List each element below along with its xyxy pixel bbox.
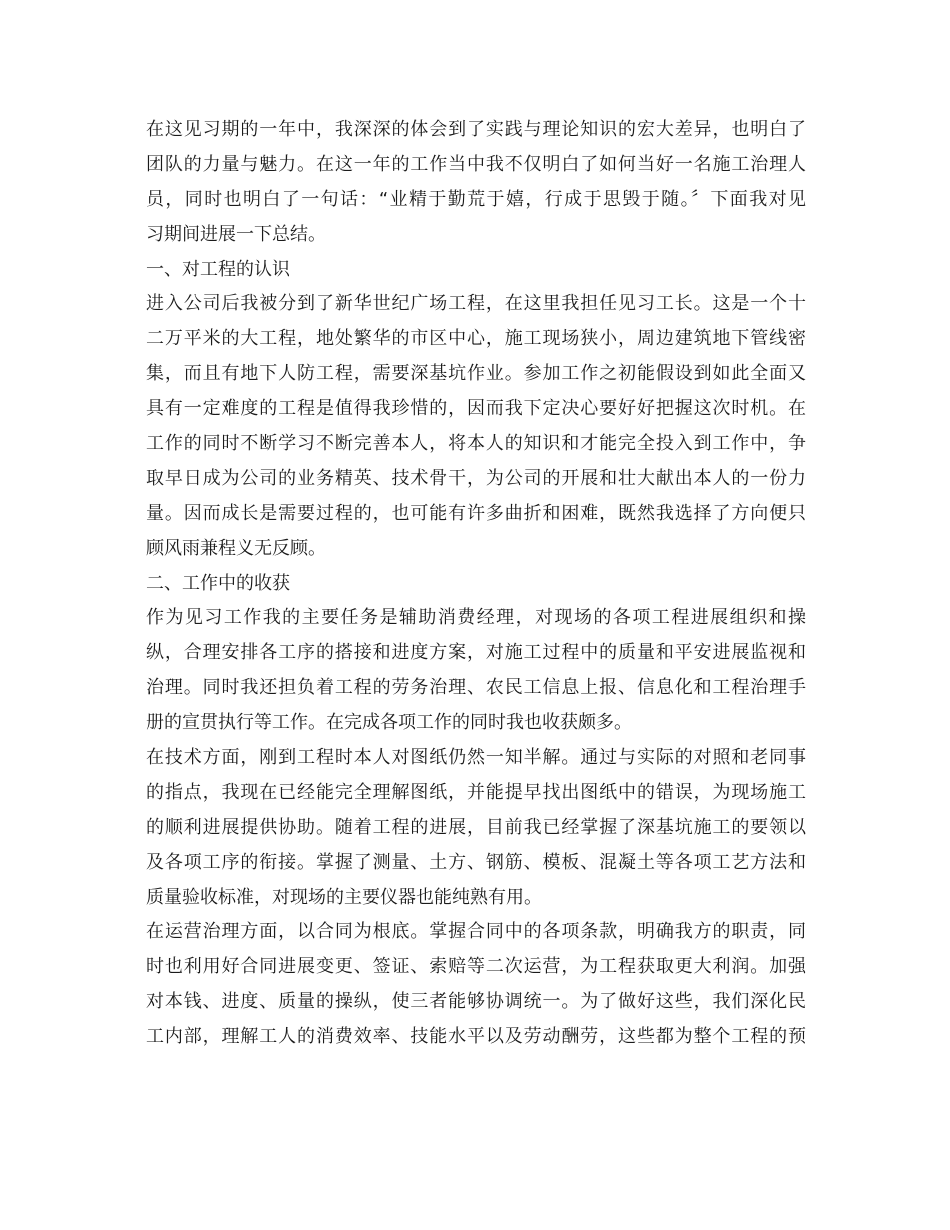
text-line: 量。因而成长是需要过程的，也可能有许多曲折和困难，既然我选择了方向便只 <box>146 502 806 524</box>
text-line: 工内部，理解工人的消费效率、技能水平以及劳动酬劳，这些都为整个工程的预 <box>146 1026 806 1048</box>
text-line: 员，同时也明白了一句话：“业精于勤荒于嬉，行成于思毁于随。〞下面我对见 <box>146 188 806 210</box>
text-line: 习期间进展一下总结。 <box>146 223 326 245</box>
text-line: 在技术方面，刚到工程时本人对图纸仍然一知半解。通过与实际的对照和老同事 <box>146 747 806 769</box>
text-line: 进入公司后我被分到了新华世纪广场工程，在这里我担任见习工长。这是一个十 <box>146 293 806 315</box>
text-line: 二万平米的大工程，地处繁华的市区中心，施工现场狭小，周边建筑地下管线密 <box>146 328 806 350</box>
text-line: 二、工作中的收获 <box>146 572 290 594</box>
text-line: 工作的同时不断学习不断完善本人，将本人的知识和才能完全投入到工作中，争 <box>146 433 806 455</box>
text-line: 在这见习期的一年中，我深深的体会到了实践与理论知识的宏大差异，也明白了 <box>146 119 806 140</box>
text-line: 作为见习工作我的主要任务是辅助消费经理，对现场的各项工程进展组织和操 <box>146 607 806 629</box>
text-line: 及各项工序的衔接。掌握了测量、土方、钢筋、模板、混凝土等各项工艺方法和 <box>146 851 806 873</box>
text-line: 在运营治理方面，以合同为根底。掌握合同中的各项条款，明确我方的职责，同 <box>146 921 806 943</box>
text-line: 册的宣贯执行等工作。在完成各项工作的同时我也收获颇多。 <box>146 712 632 734</box>
text-line: 的顺利进展提供协助。随着工程的进展，目前我已经掌握了深基坑施工的要领以 <box>146 816 806 838</box>
text-line: 顾风雨兼程义无反顾。 <box>146 537 326 559</box>
text-line: 具有一定难度的工程是值得我珍惜的，因而我下定决心要好好把握这次时机。在 <box>146 398 806 420</box>
text-line: 对本钱、进度、质量的操纵，使三者能够协调统一。为了做好这些，我们深化民 <box>146 991 806 1013</box>
text-line: 一、对工程的认识 <box>146 258 290 280</box>
text-line: 取早日成为公司的业务精英、技术骨干，为公司的开展和壮大献出本人的一份力 <box>146 467 806 489</box>
text-line: 团队的力量与魅力。在这一年的工作当中我不仅明白了如何当好一名施工治理人 <box>146 153 806 175</box>
text-line: 集，而且有地下人防工程，需要深基坑作业。参加工作之初能假设到如此全面又 <box>146 363 806 385</box>
document-body <box>146 113 806 1055</box>
text-line: 时也利用好合同进展变更、签证、索赔等二次运营，为工程获取更大利润。加强 <box>146 956 806 978</box>
text-line: 纵，合理安排各工序的搭接和进度方案，对施工过程中的质量和平安进展监视和 <box>146 642 806 664</box>
text-line: 质量验收标准，对现场的主要仪器也能纯熟有用。 <box>146 886 542 908</box>
text-line: 治理。同时我还担负着工程的劳务治理、农民工信息上报、信息化和工程治理手 <box>146 677 806 699</box>
text-line: 的指点，我现在已经能完全理解图纸，并能提早找出图纸中的错误，为现场施工 <box>146 781 806 803</box>
